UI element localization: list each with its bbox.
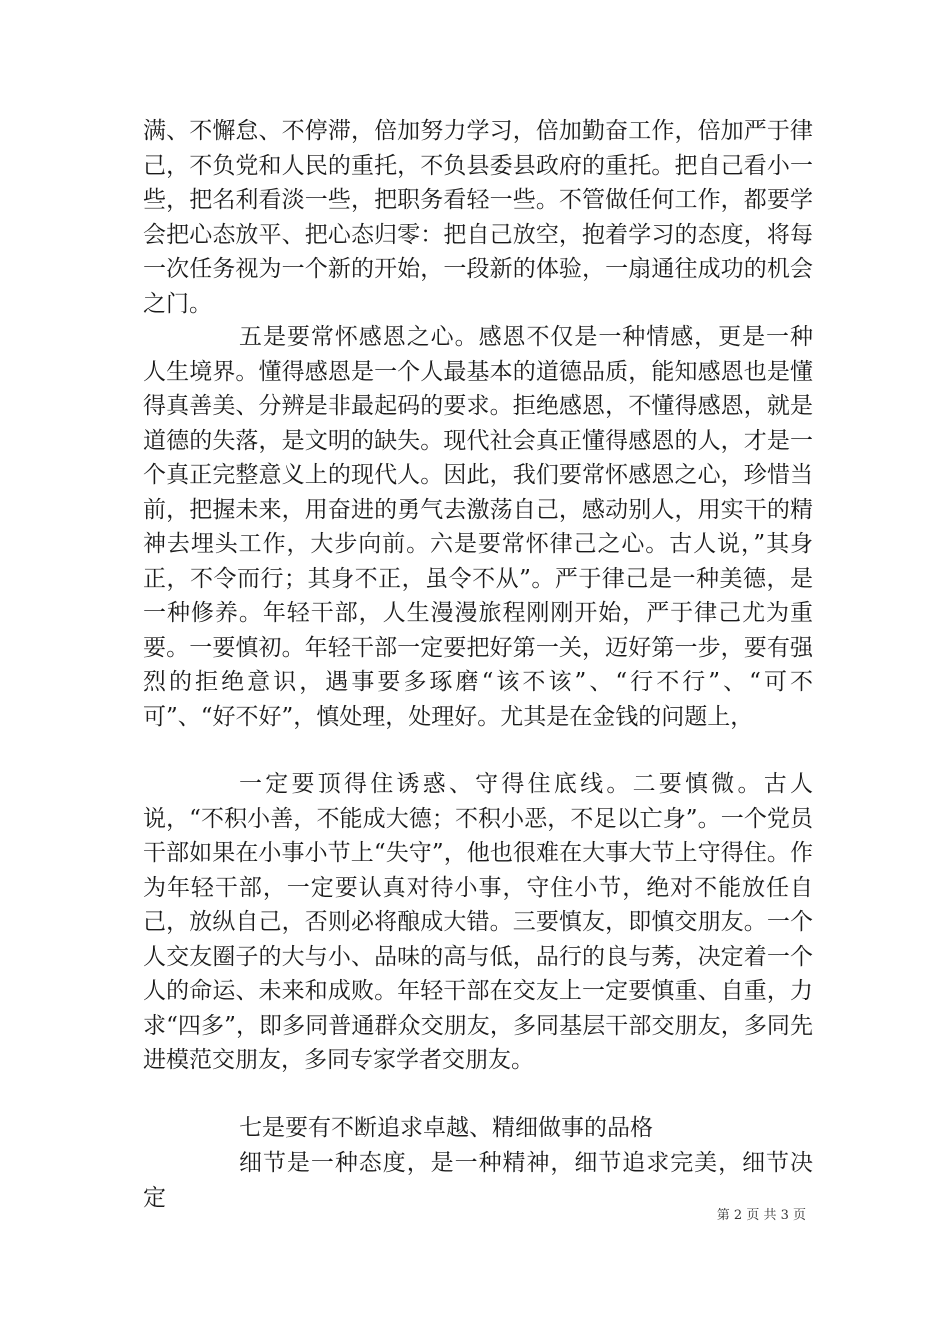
paragraph-text: 细节是一种态度，是一种精神，细节追求完美，细节决定	[143, 1150, 813, 1211]
section-heading-seven	[143, 1111, 813, 1146]
paragraph-caution	[143, 767, 813, 1078]
paragraph-text: 五是要常怀感恩之心。感恩不仅是一种情感，更是一种人生境界。懂得感恩是一个人最基本的道德品质，能知感恩也是懂得真善美、分辨是非最起码的要求。拒绝感恩，不懂得感恩，就是道德的失落，是文明的缺失。现代社会真正懂得感恩的人，才是一个真正完整意义上的现代人。因此，我们要常怀感恩之心，珍惜当前，把握未来，用奋进的勇气去激荡自己，感动别人，用实干的精神去埋头工作，大步向前。六是要常怀律己之心。古人说，”其身正，不令而行；其身不正，虽令不从”。严于律己是一种美德，是一种修养。年轻干部，人生漫漫旅程刚刚开始，严于律己尤为重要。一要慎初。年轻干部一定要把好第一关，迈好第一步，要有强烈的拒绝意识，遇事要多琢磨“该不该”、“行不行”、“可不可”、“好不好”，慎处理，处理好。尤其是在金钱的问题上，	[143, 324, 813, 730]
paragraph-continuation	[143, 114, 813, 321]
section-heading: 七是要有不断追求卓越、精细做事的品格	[239, 1115, 653, 1141]
paragraph-gratitude	[143, 320, 813, 734]
paragraph-text: 满、不懈怠、不停滞，倍加努力学习，倍加勤奋工作，倍加严于律己，不负党和人民的重托，不负县委县政府的重托。把自己看小一些，把名利看淡一些，把职务看轻一些。不管做任何工作，都要学会把心态放平、把心态归零：把自己放空，抱着学习的态度，将每一次任务视为一个新的开始，一段新的体验，一扇通往成功的机会之门。	[143, 118, 813, 317]
paragraph-text: 一定要顶得住诱惑、守得住底线。二要慎微。古人说，“不积小善，不能成大德；不积小恶，不足以亡身”。一个党员干部如果在小事小节上“失守”，他也很难在大事大节上守得住。作为年轻干部，一定要认真对待小事，守住小节，绝对不能放任自己，放纵自己，否则必将酿成大错。三要慎友，即慎交朋友。一个人交友圈子的大与小、品味的高与低，品行的良与莠，决定着一个人的命运、未来和成败。年轻干部在交友上一定要慎重、自重，力求“四多”，即多同普通群众交朋友，多同基层干部交朋友，多同先进模范交朋友，多同专家学者交朋友。	[143, 771, 813, 1073]
page-number-footer: 第 2 页 共 3 页	[716, 1208, 806, 1223]
paragraph-detail	[143, 1146, 813, 1215]
